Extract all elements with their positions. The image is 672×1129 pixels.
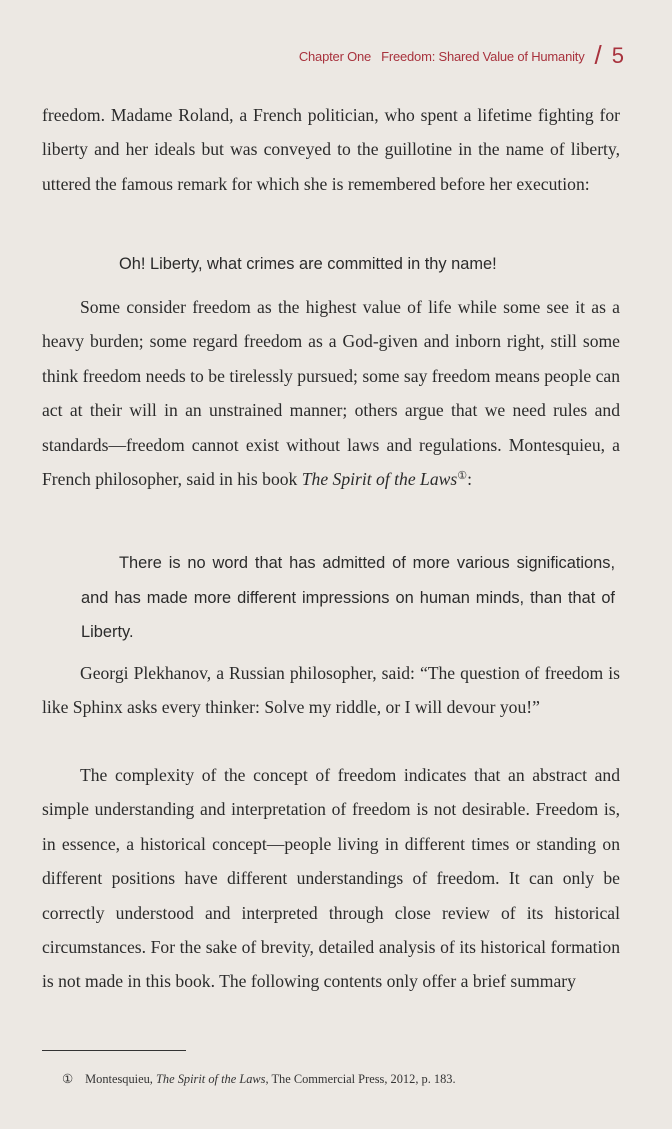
quote-liberty-crimes: Oh! Liberty, what crimes are committed in thy name! (119, 255, 497, 273)
chapter-title: Freedom: Shared Value of Humanity (381, 49, 585, 64)
book-title-spirit-of-laws: The Spirit of the Laws (301, 469, 458, 490)
chapter-label: Chapter One (298, 49, 372, 64)
footnote-mark: ① (62, 1072, 74, 1086)
footnote-author: Montesquieu, (85, 1072, 153, 1086)
footnote (62, 1071, 456, 1087)
footnote-separator (42, 1050, 186, 1051)
page-number: 5 (611, 43, 624, 68)
paragraph-views-on-freedom (42, 290, 620, 496)
quote-montesquieu: There is no word that has admitted of more various significations, and has made more different impressions on human minds, than that of Liberty. (81, 554, 615, 642)
footnote-book-title: The Spirit of the Laws (156, 1072, 266, 1086)
paragraph-madame-roland: freedom. Madame Roland, a French politician, who spent a lifetime fighting for liberty and her ideals but was conveyed to the guillotine in the name of liberty, uttered the famous remark for which she is remembered before her execution: (42, 105, 620, 194)
paragraph-views-end: : (467, 469, 472, 490)
paragraph-views-text: Some consider freedom as the highest value of life while some see it as a heavy burden; some regard freedom as a God-given and inborn right, still some think freedom needs to be tirelessly pursued; some say freedom means people can act at their will in an unstrained manner; others argue that we need rules and standards—freedom cannot exist without laws and regulations. Montesquieu, a French philosopher, said in his book (42, 297, 620, 490)
running-head (299, 42, 624, 68)
paragraph-complexity-of-freedom: The complexity of the concept of freedom indicates that an abstract and simple understanding and interpretation of freedom is not desirable. Freedom is, in essence, a historical concept—people living in different times or standing on different positions have different understandings of freedom. It can only be correctly understood and interpreted through close review of its historical circumstances. For the sake of brevity, detailed analysis of its historical formation is not made in this book. The following contents only offer a brief summary (42, 765, 620, 992)
paragraph-plekhanov: Georgi Plekhanov, a Russian philosopher, said: “The question of freedom is like Sphinx asks every thinker: Solve my riddle, or I will devour you!” (42, 663, 620, 718)
footnote-reference[interactable]: ① (457, 470, 468, 483)
footnote-publisher: , The Commercial Press, 2012, p. 183. (265, 1072, 456, 1086)
header-slash-divider: / (594, 40, 602, 70)
